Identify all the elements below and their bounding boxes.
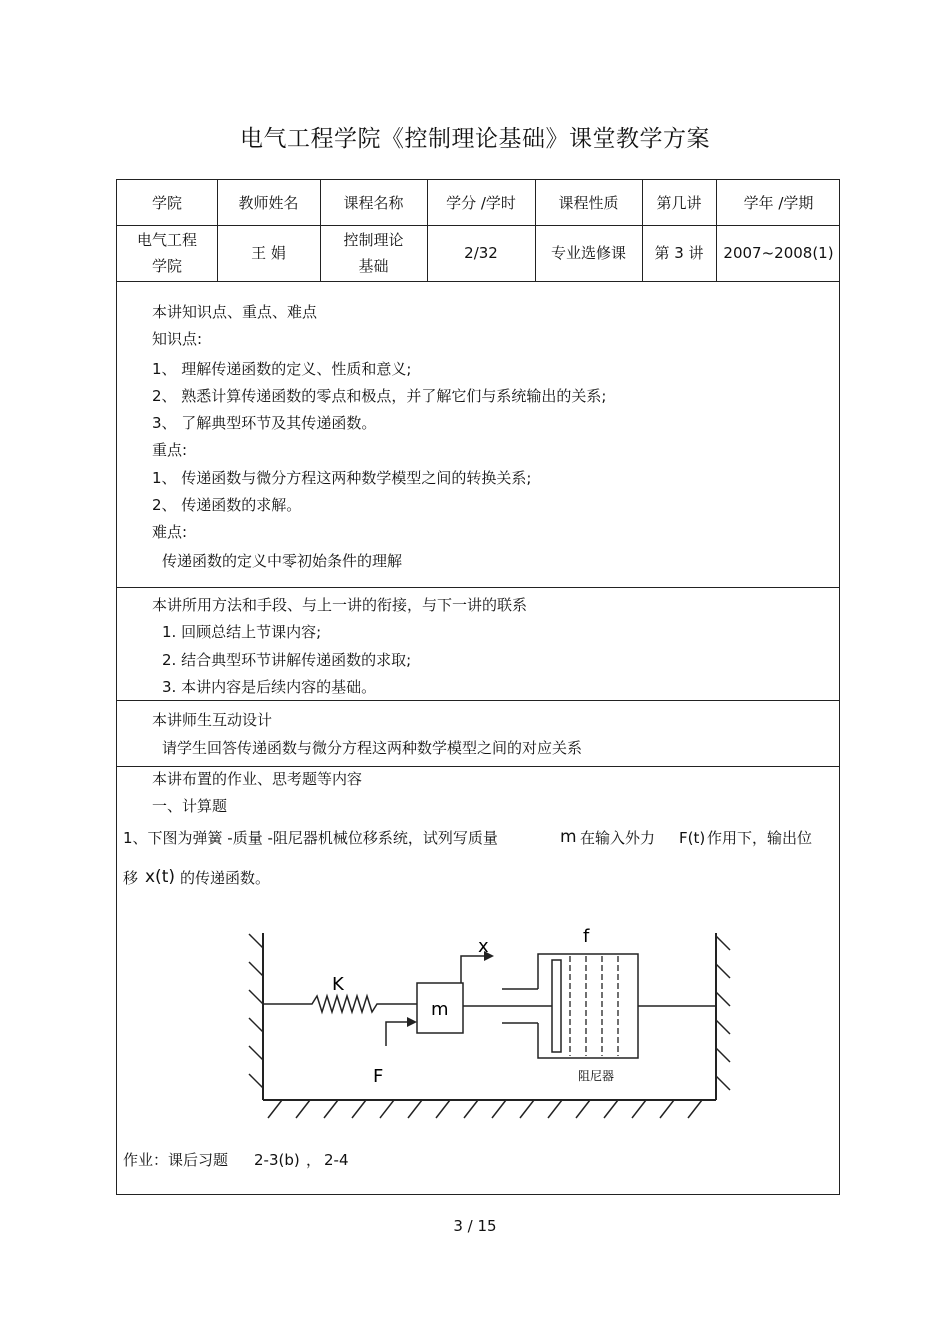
value-cell-nature: 专业选修课 <box>550 244 626 262</box>
question-text: 移 <box>123 869 139 887</box>
knowledge-heading: 本讲知识点、重点、难点 <box>152 303 318 321</box>
ground-hatching <box>268 1100 702 1118</box>
displacement-label: x <box>478 936 489 957</box>
spring-label: K <box>332 974 344 995</box>
damper-caption: 阻尼器 <box>578 1069 615 1083</box>
value-cell-credits: 2/32 <box>464 244 498 262</box>
spring <box>263 996 417 1012</box>
table-rule <box>117 281 839 282</box>
force-arrowhead <box>407 1017 417 1027</box>
force-label: F <box>373 1066 384 1087</box>
difficulty-label: 难点: <box>152 523 188 541</box>
header-cell-teacher: 教师姓名 <box>238 193 299 212</box>
assignment-item: 2-3(b) <box>254 1151 300 1169</box>
right-wall-hatching <box>716 936 730 1090</box>
assignment-separator: ， <box>306 1151 322 1169</box>
page-number: 3 / 15 <box>453 1217 497 1235</box>
interaction-heading: 本讲师生互动设计 <box>152 711 273 729</box>
question-text: 作用下，输出位 <box>707 829 813 847</box>
left-wall-hatching <box>249 934 263 1088</box>
point-item: 2、 熟悉计算传递函数的零点和极点，并了解它们与系统输出的关系; <box>152 387 607 405</box>
value-cell-term: 2007~2008(1) <box>723 244 834 262</box>
points-label: 知识点: <box>152 330 203 348</box>
header-cell-term: 学年 /学期 <box>743 193 814 212</box>
key-item: 1、 传递函数与微分方程这两种数学模型之间的转换关系; <box>152 469 532 487</box>
method-item: 1. 回顾总结上节课内容; <box>162 623 322 641</box>
table-rule <box>117 766 839 767</box>
table-rule <box>117 700 839 701</box>
spring-mass-damper-diagram <box>240 928 740 1128</box>
question-text: 的传递函数。 <box>180 869 271 887</box>
key-item: 2、 传递函数的求解。 <box>152 496 302 514</box>
header-cell-credits: 学分 /学时 <box>446 193 516 212</box>
interaction-text: 请学生回答传递函数与微分方程这两种数学模型之间的对应关系 <box>162 739 583 757</box>
section-label: 一、计算题 <box>152 797 228 815</box>
point-item: 3、 了解典型环节及其传递函数。 <box>152 414 377 432</box>
methods-heading: 本讲所用方法和手段、与上一讲的衔接，与下一讲的联系 <box>152 596 528 614</box>
assignment-text: 作业：课后习题 <box>123 1151 229 1169</box>
force-symbol: F(t) <box>679 829 706 847</box>
value-cell-college: 电气工程学院 <box>136 231 197 275</box>
key-label: 重点: <box>152 441 188 459</box>
force-line <box>386 1022 409 1046</box>
method-item: 3. 本讲内容是后续内容的基础。 <box>162 678 377 696</box>
assignment-item: 2-4 <box>324 1151 349 1169</box>
mass-symbol: m <box>560 827 577 847</box>
displacement-line <box>461 956 486 983</box>
document-title: 电气工程学院《控制理论基础》课堂教学方案 <box>240 126 710 152</box>
homework-heading: 本讲布置的作业、思考题等内容 <box>152 770 363 788</box>
header-cell-college: 学院 <box>151 193 182 212</box>
table-rule <box>117 587 839 588</box>
method-item: 2. 结合典型环节讲解传递函数的求取; <box>162 651 412 669</box>
difficulty-text: 传递函数的定义中零初始条件的理解 <box>162 552 403 570</box>
question-text: 在输入外力 <box>580 829 656 847</box>
value-cell-lecture: 第 3 讲 <box>654 244 704 262</box>
value-cell-course: 控制理论基础 <box>343 231 404 275</box>
value-cell-teacher: 王 娟 <box>251 244 286 262</box>
header-cell-course: 课程名称 <box>343 193 404 212</box>
header-cell-lecture: 第几讲 <box>656 193 702 212</box>
damping-label: f <box>583 928 590 947</box>
damper-fluid <box>570 956 618 1056</box>
output-symbol: x(t) <box>145 867 175 887</box>
mass-label: m <box>431 999 449 1020</box>
question-text: 1、下图为弹簧 -质量 -阻尼器机械位移系统，试列写质量 <box>123 829 498 847</box>
damper-piston <box>552 960 561 1052</box>
header-cell-nature: 课程性质 <box>558 193 619 212</box>
point-item: 1、 理解传递函数的定义、性质和意义; <box>152 360 412 378</box>
